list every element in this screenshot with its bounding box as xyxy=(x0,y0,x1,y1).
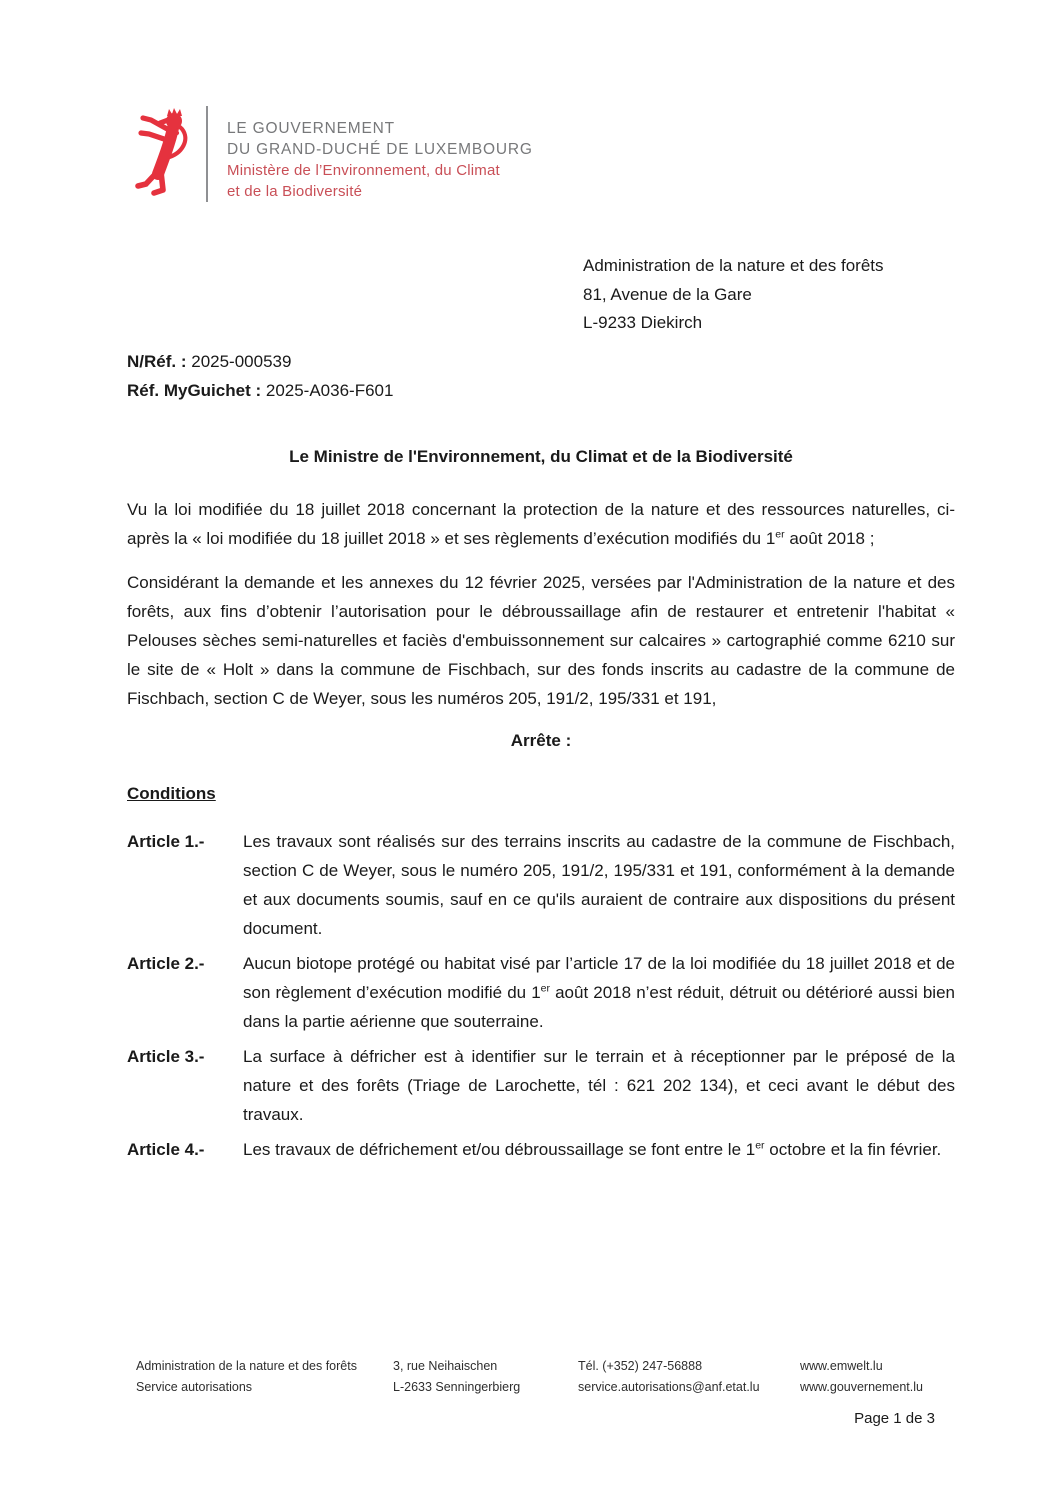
article-4-text-main: Les travaux de défrichement et/ou débroussaillage se font entre le 1 xyxy=(243,1140,756,1159)
footer-website-gouvernement: www.gouvernement.lu xyxy=(800,1380,923,1394)
recipient-address xyxy=(583,252,884,338)
reference-block xyxy=(127,347,393,405)
footer-email: service.autorisations@anf.etat.lu xyxy=(578,1380,760,1394)
reference-nref xyxy=(127,347,393,376)
letter-footer xyxy=(136,1356,958,1398)
conditions-heading: Conditions xyxy=(127,784,216,803)
logo-text xyxy=(227,106,533,202)
footer-address-line2: L-2633 Senningerbierg xyxy=(393,1380,521,1394)
footer-column-websites xyxy=(800,1356,958,1398)
footer-phone: Tél. (+352) 247-56888 xyxy=(578,1359,703,1373)
footer-website-emwelt: www.emwelt.lu xyxy=(800,1359,883,1373)
article-4-text xyxy=(243,1135,955,1164)
article-1-text-main: Les travaux sont réalisés sur des terrains inscrits au cadastre de la commune de Fischbach, section C de Weyer, sous le numéro 205, 191/2, 195/331 et 191, conformément à la demande et aux documents soumis, sauf en ce qu'ils auraient de contraire aux dispositions du présent document. xyxy=(243,832,955,938)
reference-myguichet-label: Réf. MyGuichet : xyxy=(127,381,262,400)
logo-line-grand-duche: DU GRAND-DUCHÉ DE LUXEMBOURG xyxy=(227,141,533,158)
recipient-line-street: 81, Avenue de la Gare xyxy=(583,284,752,304)
article-3-text xyxy=(243,1042,955,1129)
paragraph-arrete: Arrête : xyxy=(510,731,572,750)
paragraph-vu-text: Vu la loi modifiée du 18 juillet 2018 concernant la protection de la nature et des ressources naturelles, ci-après la « loi modifiée du 18 juillet 2018 » et ses règlements d’exécution modifiés du 1 xyxy=(127,500,955,548)
letter-body xyxy=(127,442,955,1170)
article-2-text-main: Aucun biotope protégé ou habitat visé par l’article 17 de la loi modifiée du 18 juillet 2018 et de son règlement d’exécution modifié du 1 xyxy=(243,954,955,1002)
article-4 xyxy=(127,1135,955,1164)
reference-myguichet xyxy=(127,376,393,405)
article-3 xyxy=(127,1042,955,1129)
article-2-text xyxy=(243,949,955,1036)
logo-line-biodiversite: et de la Biodiversité xyxy=(227,183,363,200)
footer-column-address xyxy=(393,1356,578,1398)
reference-myguichet-value: 2025-A036-F601 xyxy=(265,381,394,400)
article-4-label: Article 4.- xyxy=(127,1140,205,1159)
recipient-line-city: L-9233 Diekirch xyxy=(583,313,703,332)
logo-line-gouvernement: LE GOUVERNEMENT xyxy=(227,120,395,137)
article-2-superscript: er xyxy=(540,982,550,995)
page-number: Page 1 de 3 xyxy=(854,1410,935,1427)
logo-divider xyxy=(206,106,208,202)
article-1-text xyxy=(243,827,955,943)
paragraph-considerant: Considérant la demande et les annexes du 12 février 2025, versées par l'Administration de la nature et des forêts, aux fins d’obtenir l’autorisation pour le débroussaillage afin de restaurer et entretenir l'habitat « Pelouses sèches semi-naturelles et faciès d'embuissonnement sur calcaires » cartographié comme 6210 sur le site de « Holt » dans la commune de Fischbach, sur des fonds inscrits au cadastre de la commune de Fischbach, section C de Weyer, sous les numéros 205, 191/2, 195/331 et 191, xyxy=(127,573,955,708)
footer-column-contact xyxy=(578,1356,800,1398)
article-2-label: Article 2.- xyxy=(127,954,205,973)
footer-column-service xyxy=(136,1356,393,1398)
article-2-text-end: août 2018 n’est réduit, détruit ou détérioré aussi bien dans la partie aérienne que souterraine. xyxy=(243,983,955,1031)
article-4-text-end: octobre et la fin février. xyxy=(764,1140,942,1159)
logo-line-ministere: Ministère de l’Environnement, du Climat xyxy=(227,162,500,179)
article-1-label: Article 1.- xyxy=(127,832,205,851)
reference-nref-value: 2025-000539 xyxy=(191,352,292,371)
article-1 xyxy=(127,827,955,943)
reference-nref-label: N/Réf. : xyxy=(127,352,187,371)
article-4-superscript: er xyxy=(755,1139,765,1152)
article-2 xyxy=(127,949,955,1036)
paragraph-vu xyxy=(127,495,955,553)
letter-title: Le Ministre de l'Environnement, du Climat et de la Biodiversité xyxy=(289,447,793,466)
footer-service-line2: Service autorisations xyxy=(136,1380,253,1394)
government-logo xyxy=(133,106,533,202)
footer-service-line1: Administration de la nature et des forêts xyxy=(136,1359,357,1373)
article-3-text-main: La surface à défricher est à identifier sur le terrain et à réceptionner par le préposé de la nature et des forêts (Triage de Larochette, tél : 621 202 134), et ceci avant le début des travaux. xyxy=(243,1047,955,1124)
article-3-label: Article 3.- xyxy=(127,1047,205,1066)
paragraph-vu-text-end: août 2018 ; xyxy=(784,529,875,548)
paragraph-vu-superscript: er xyxy=(775,528,785,541)
luxembourg-lion-icon xyxy=(133,106,197,198)
footer-address-line1: 3, rue Neihaischen xyxy=(393,1359,498,1373)
recipient-line-organisation: Administration de la nature et des forêts xyxy=(583,256,884,275)
